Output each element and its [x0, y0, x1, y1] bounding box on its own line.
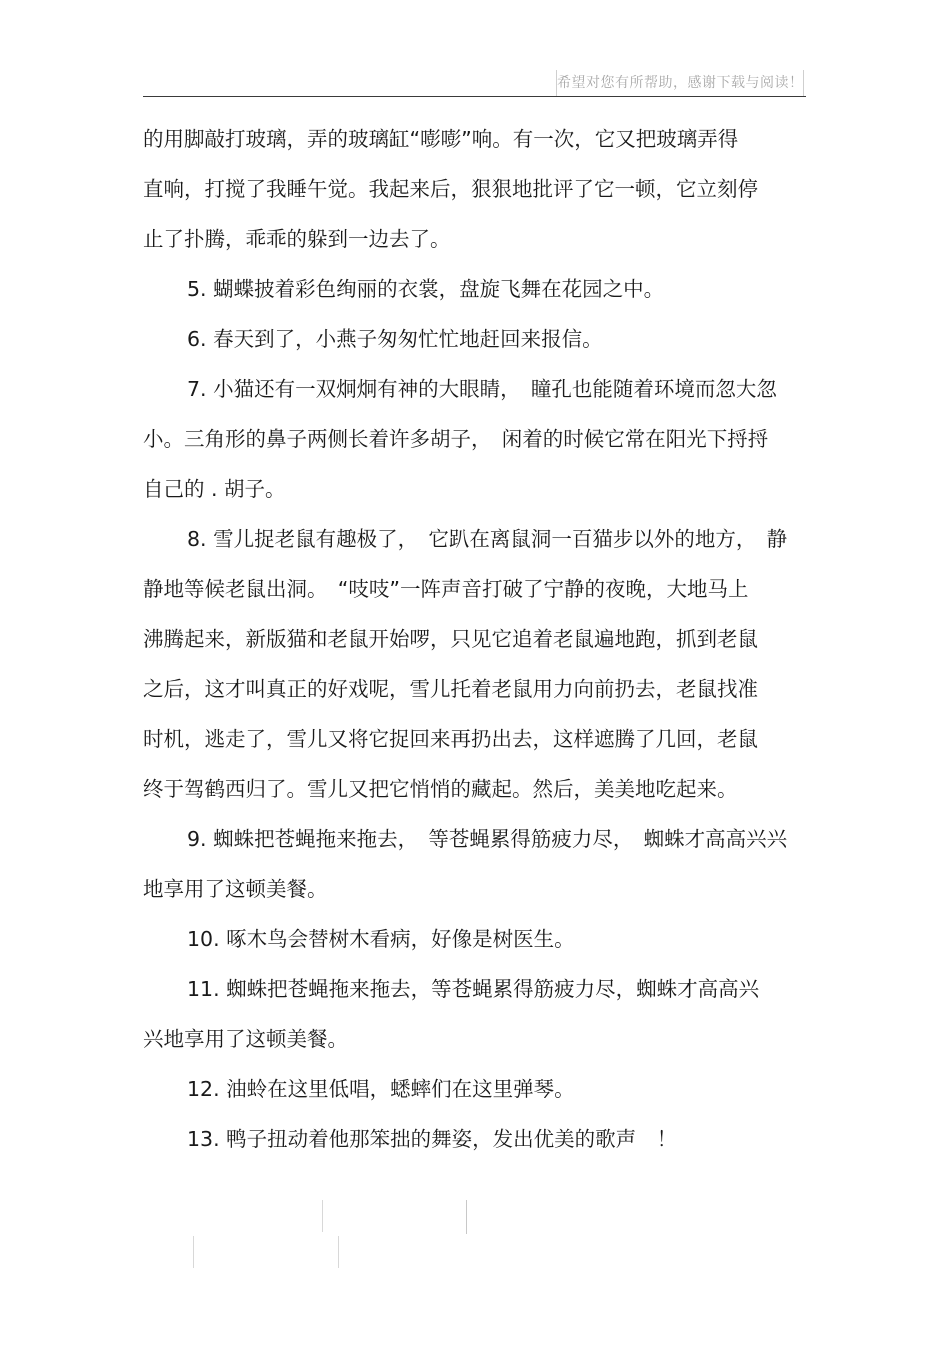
text-line: 9. 蜘蛛把苍蝇拖来拖去， 等苍蝇累得筋疲力尽， 蜘蛛才高高兴兴: [187, 827, 788, 851]
text-line: 之后，这才叫真正的好戏呢，雪儿托着老鼠用力向前扔去，老鼠找准: [143, 677, 758, 701]
text-line: 7. 小猫还有一双炯炯有神的大眼睛， 瞳孔也能随着环境而忽大忽: [187, 377, 777, 401]
text-line: 的用脚敲打玻璃，弄的玻璃缸“嘭嘭”响。有一次，它又把玻璃弄得: [143, 127, 739, 151]
text-line: 13. 鸭子扭动着他那笨拙的舞姿，发出优美的歌声 ！: [187, 1127, 678, 1151]
document-body: [143, 121, 823, 1171]
text-line: 直响，打搅了我睡午觉。我起来后，狠狠地批评了它一顿，它立刻停: [143, 177, 758, 201]
scan-artifact-line: [338, 1236, 339, 1268]
scan-artifact-line: [322, 1200, 323, 1232]
text-line: 地享用了这顿美餐。: [143, 877, 328, 901]
text-line: 沸腾起来，新版猫和老鼠开始啰，只见它追着老鼠遍地跑，抓到老鼠: [143, 627, 758, 651]
header-note: 希望对您有所帮助，感谢下载与阅读！: [556, 70, 804, 96]
text-line: 兴地享用了这顿美餐。: [143, 1027, 348, 1051]
text-line: 10. 啄木鸟会替树木看病，好像是树医生。: [187, 927, 575, 951]
scan-artifact-line: [193, 1236, 194, 1268]
text-line: 5. 蝴蝶披着彩色绚丽的衣裳，盘旋飞舞在花园之中。: [187, 277, 665, 301]
header-divider: [143, 96, 806, 97]
text-line: 时机，逃走了，雪儿又将它捉回来再扔出去，这样遮腾了几回，老鼠: [143, 727, 758, 751]
text-line: 11. 蜘蛛把苍蝇拖来拖去，等苍蝇累得筋疲力尽，蜘蛛才高高兴: [187, 977, 760, 1001]
text-line: 自己的 . 胡子。: [143, 477, 286, 501]
text-line: 终于驾鹤西归了。雪儿又把它悄悄的藏起。然后，美美地吃起来。: [143, 777, 738, 801]
text-line: 12. 油蛉在这里低唱，蟋蟀们在这里弹琴。: [187, 1077, 575, 1101]
text-line: 6. 春天到了，小燕子匆匆忙忙地赶回来报信。: [187, 327, 603, 351]
scan-artifact-line: [466, 1200, 467, 1234]
text-line: 静地等候老鼠出洞。 “吱吱”一阵声音打破了宁静的夜晚，大地马上: [143, 577, 749, 601]
text-line: 8. 雪儿捉老鼠有趣极了， 它趴在离鼠洞一百猫步以外的地方， 静: [187, 527, 788, 551]
text-line: 止了扑腾，乖乖的躲到一边去了。: [143, 227, 451, 251]
text-line: 小。三角形的鼻子两侧长着许多胡子， 闲着的时候它常在阳光下捋捋: [143, 427, 769, 451]
